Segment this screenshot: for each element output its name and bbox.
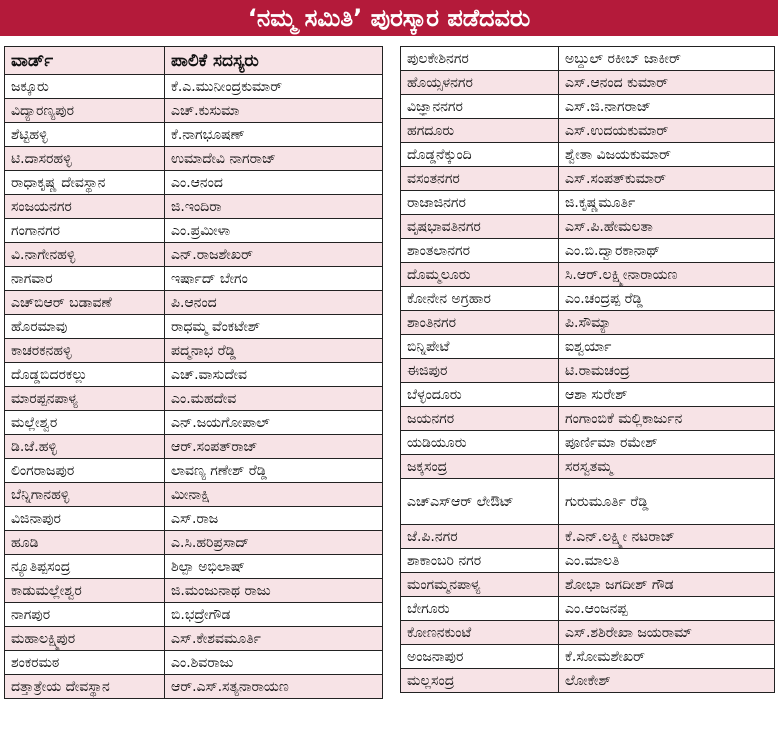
ward-name: ಬೇಗೂರು: [401, 597, 559, 621]
corporator-name: ಮೀನಾಕ್ಷಿ: [165, 483, 383, 507]
corporator-name: ಇರ್ಷಾದ್ ಬೇಗಂ: [165, 267, 383, 291]
table-row: [5, 171, 383, 195]
table-row: [401, 167, 775, 191]
table-row: [5, 219, 383, 243]
corporator-name: ಎಂ.ಮಹದೇವ: [165, 387, 383, 411]
corporator-name: ಸರಸ್ವತಮ್ಮ: [559, 455, 775, 479]
corporator-name: ಕೆ.ನಾಗಭೂಷಣ್: [165, 123, 383, 147]
ward-name: ಗಂಗಾನಗರ: [5, 219, 165, 243]
ward-name: ನಾಗಪುರ: [5, 603, 165, 627]
ward-name: ಮಂಗಮ್ಮನಪಾಳ್ಯ: [401, 573, 559, 597]
ward-name: ಲಿಂಗರಾಜಪುರ: [5, 459, 165, 483]
corporator-name: ಅಬ್ದುಲ್ ರಕೀಬ್ ಜಾಕೀರ್: [559, 47, 775, 71]
table-row: [401, 311, 775, 335]
table-row: [5, 387, 383, 411]
corporator-name: ಸಿ.ಆರ್.ಲಕ್ಷ್ಮೀನಾರಾಯಣ: [559, 263, 775, 287]
ward-name: ಶಾಂತಲಾನಗರ: [401, 239, 559, 263]
table-row: [5, 315, 383, 339]
ward-name: ಪುಲಕೇಶಿನಗರ: [401, 47, 559, 71]
table-row: [5, 363, 383, 387]
ward-name: ಹಗದೂರು: [401, 119, 559, 143]
corporator-name: ಪಿ.ಸೌಮ್ಯಾ: [559, 311, 775, 335]
ward-name: ಮಾರಪ್ಪನಪಾಳ್ಯ: [5, 387, 165, 411]
table-row: [401, 263, 775, 287]
table-row: [5, 291, 383, 315]
ward-name: ವಿದ್ಯಾರಣ್ಯಪುರ: [5, 99, 165, 123]
right-ward-table: [400, 46, 775, 693]
table-row: [5, 243, 383, 267]
table-row: [5, 507, 383, 531]
corporator-name: ಎಂ.ಪ್ರಮೀಳಾ: [165, 219, 383, 243]
table-row: [401, 359, 775, 383]
table-row: [5, 435, 383, 459]
table-row: [5, 627, 383, 651]
corporator-name: ಎ.ಸಿ.ಹರಿಪ್ರಸಾದ್: [165, 531, 383, 555]
ward-name: ಯಡಿಯೂರು: [401, 431, 559, 455]
corporator-name: ಎಸ್.ಶಶಿರೇಖಾ ಜಯರಾಮ್: [559, 621, 775, 645]
corporator-name: ಆರ್.ಸಂಪತ್‌ರಾಜ್: [165, 435, 383, 459]
corporator-name: ಎಸ್.ಆನಂದ ಕುಮಾರ್: [559, 71, 775, 95]
table-row: [5, 579, 383, 603]
ward-header: ವಾರ್ಡ್: [5, 47, 165, 75]
table-row: [401, 215, 775, 239]
corporator-name: ಗಂಗಾಂಬಿಕೆ ಮಲ್ಲಿಕಾರ್ಜುನ: [559, 407, 775, 431]
table-row: [401, 597, 775, 621]
corporator-name: ರಾಧಮ್ಮ ವೆಂಕಟೇಶ್: [165, 315, 383, 339]
table-row: [401, 455, 775, 479]
ward-name: ಬಿನ್ನಿಪೇಟೆ: [401, 335, 559, 359]
ward-name: ಹೊರಮಾವು: [5, 315, 165, 339]
ward-name: ಕಾಡುಮಲ್ಲೇಶ್ವರ: [5, 579, 165, 603]
ward-name: ನ್ಯೂತಿಪ್ಪಸಂದ್ರ: [5, 555, 165, 579]
ward-name: ಈಜಿಪುರ: [401, 359, 559, 383]
table-row: [5, 459, 383, 483]
corporator-name: ಪೂರ್ಣಿಮಾ ರಮೇಶ್: [559, 431, 775, 455]
ward-name: ವಸಂತನಗರ: [401, 167, 559, 191]
table-row: [5, 147, 383, 171]
table-row: [401, 621, 775, 645]
ward-name: ಕಾಚರಕನಹಳ್ಳಿ: [5, 339, 165, 363]
ward-name: ಶಾಂತಿನಗರ: [401, 311, 559, 335]
table-row: [401, 47, 775, 71]
ward-name: ಜಕ್ಕೂರು: [5, 75, 165, 99]
ward-name: ಹೊಯ್ಸಳನಗರ: [401, 71, 559, 95]
ward-name: ಜೆ.ಪಿ.ನಗರ: [401, 525, 559, 549]
corporator-name: ಕೆ.ಎ.ಮುನೀಂದ್ರಕುಮಾರ್: [165, 75, 383, 99]
ward-name: ಟಿ.ದಾಸರಹಳ್ಳಿ: [5, 147, 165, 171]
table-row: [5, 123, 383, 147]
ward-name: ಕೋನೇನ ಅಗ್ರಹಾರ: [401, 287, 559, 311]
ward-name: ಮಲ್ಲಸಂದ್ರ: [401, 669, 559, 693]
ward-name: ಡಿ.ಜೆ.ಹಳ್ಳಿ: [5, 435, 165, 459]
corporator-name: ಎಚ್.ಕುಸುಮಾ: [165, 99, 383, 123]
corporator-name: ಎಂ.ಚಂದ್ರಪ್ಪ ರೆಡ್ಡಿ: [559, 287, 775, 311]
table-row: [401, 71, 775, 95]
ward-name: ಕೋಣನಕುಂಟೆ: [401, 621, 559, 645]
ward-name: ಮಹಾಲಕ್ಷ್ಮಿಪುರ: [5, 627, 165, 651]
ward-name: ಮಲ್ಲೇಶ್ವರ: [5, 411, 165, 435]
ward-name: ರಾಧಾಕೃಷ್ಣ ದೇವಸ್ಥಾನ: [5, 171, 165, 195]
table-row: [401, 383, 775, 407]
table-row: [401, 549, 775, 573]
table-row: [5, 603, 383, 627]
ward-name: ವಿಜ್ಞಾನನಗರ: [401, 95, 559, 119]
corporator-name: ಟಿ.ರಾಮಚಂದ್ರ: [559, 359, 775, 383]
ward-name: ಎಚ್ಎಸ್ಆರ್ ಲೇಔಟ್: [401, 479, 559, 525]
corporator-name: ಎಸ್.ಸಂಪತ್‌ಕುಮಾರ್: [559, 167, 775, 191]
corporator-name: ಜಿ.ಕೃಷ್ಣಮೂರ್ತಿ: [559, 191, 775, 215]
corporator-name: ಆಶಾ ಸುರೇಶ್: [559, 383, 775, 407]
corporator-name: ಕೆ.ಎನ್.ಲಕ್ಷ್ಮೀ ನಟರಾಜ್: [559, 525, 775, 549]
ward-name: ವಿಜಿನಾಪುರ: [5, 507, 165, 531]
corporator-name: ಎಂ.ಆನಂದ: [165, 171, 383, 195]
corporator-name: ಲೋಕೇಶ್: [559, 669, 775, 693]
table-row: [5, 195, 383, 219]
ward-name: ದೊಮ್ಮಲೂರು: [401, 263, 559, 287]
ward-name: ಶೆಟ್ಟಿಹಳ್ಳಿ: [5, 123, 165, 147]
corporator-name: ಎಚ್.ವಾಸುದೇವ: [165, 363, 383, 387]
table-row: [401, 143, 775, 167]
table-row: [5, 411, 383, 435]
corporator-name: ಎಂ.ಮಾಲತಿ: [559, 549, 775, 573]
ward-name: ಎಚ್‌ಬಿಆರ್ ಬಡಾವಣೆ: [5, 291, 165, 315]
corporator-name: ಕೆ.ಸೋಮಶೇಖರ್: [559, 645, 775, 669]
corporator-name: ಉಮಾದೇವಿ ನಾಗರಾಜ್: [165, 147, 383, 171]
corporator-name: ಜಿ.ಮಂಜುನಾಥ ರಾಜು: [165, 579, 383, 603]
corporator-name: ಎಂ.ಶಿವರಾಜು: [165, 651, 383, 675]
corporator-name: ಲಾವಣ್ಯ ಗಣೇಶ್ ರೆಡ್ಡಿ: [165, 459, 383, 483]
corporator-name: ಪಿ.ಆನಂದ: [165, 291, 383, 315]
ward-name: ಬೆಳ್ಳಂದೂರು: [401, 383, 559, 407]
table-row: [401, 525, 775, 549]
corporator-name: ಎಸ್.ರಾಜ: [165, 507, 383, 531]
corporator-name: ಶಿಲ್ಪಾ ಅಭಿಲಾಷ್: [165, 555, 383, 579]
ward-name: ವೃಷಭಾವತಿನಗರ: [401, 215, 559, 239]
corporator-name: ಎಸ್.ಕೇಶವಮೂರ್ತಿ: [165, 627, 383, 651]
table-row: [401, 645, 775, 669]
ward-name: ಶಾಕಾಂಬರಿ ನಗರ: [401, 549, 559, 573]
table-row: [5, 651, 383, 675]
ward-name: ರಾಜಾಜಿನಗರ: [401, 191, 559, 215]
ward-name: ಬೆನ್ನಿಗಾನಹಳ್ಳಿ: [5, 483, 165, 507]
table-row: [401, 669, 775, 693]
ward-name: ಅಂಜನಾಪುರ: [401, 645, 559, 669]
corporator-name: ಶೋಭಾ ಜಗದೀಶ್ ಗೌಡ: [559, 573, 775, 597]
table-row: [401, 573, 775, 597]
ward-name: ದೊಡ್ಡನೆಕ್ಕುಂದಿ: [401, 143, 559, 167]
corporator-name: ಎಸ್.ಜಿ.ನಾಗರಾಜ್: [559, 95, 775, 119]
corporator-name: ಗುರುಮೂರ್ತಿ ರೆಡ್ಡಿ: [559, 479, 775, 525]
ward-name: ಹೂಡಿ: [5, 531, 165, 555]
table-row: [401, 479, 775, 525]
header-row: [5, 47, 383, 75]
table-row: [5, 531, 383, 555]
table-row: [5, 339, 383, 363]
ward-name: ದತ್ತಾತ್ರೇಯ ದೇವಸ್ಥಾನ: [5, 675, 165, 699]
table-row: [5, 483, 383, 507]
corporator-name: ಎಂ.ಬಿ.ದ್ವಾರಕಾನಾಥ್: [559, 239, 775, 263]
corporator-name: ಪದ್ಮನಾಭ ರೆಡ್ಡಿ: [165, 339, 383, 363]
ward-name: ನಾಗವಾರ: [5, 267, 165, 291]
ward-name: ವಿ.ನಾಗೇನಹಳ್ಳಿ: [5, 243, 165, 267]
table-row: [401, 407, 775, 431]
page-title: ‘ನಮ್ಮ ಸಮಿತಿ’ ಪುರಸ್ಕಾರ ಪಡೆದವರು: [0, 0, 778, 36]
corporator-header: ಪಾಲಿಕೆ ಸದಸ್ಯರು: [165, 47, 383, 75]
corporator-name: ಶ್ವೇತಾ ವಿಜಯಕುಮಾರ್: [559, 143, 775, 167]
table-row: [401, 239, 775, 263]
corporator-name: ಎಸ್.ಉದಯಕುಮಾರ್: [559, 119, 775, 143]
corporator-name: ಎನ್.ಜಯಗೋಪಾಲ್: [165, 411, 383, 435]
corporator-name: ಐಶ್ವರ್ಯಾ: [559, 335, 775, 359]
left-ward-table: [4, 46, 383, 699]
corporator-name: ಬಿ.ಭದ್ರೇಗೌಡ: [165, 603, 383, 627]
table-row: [401, 119, 775, 143]
table-row: [5, 555, 383, 579]
ward-name: ಶಂಕರಮಠ: [5, 651, 165, 675]
table-row: [5, 267, 383, 291]
table-row: [401, 191, 775, 215]
corporator-name: ಎಂ.ಆಂಜನಪ್ಪ: [559, 597, 775, 621]
table-row: [5, 99, 383, 123]
table-row: [401, 335, 775, 359]
table-row: [401, 287, 775, 311]
table-row: [401, 95, 775, 119]
corporator-name: ಆರ್.ಎಸ್.ಸತ್ಯನಾರಾಯಣ: [165, 675, 383, 699]
corporator-name: ಜಿ.ಇಂದಿರಾ: [165, 195, 383, 219]
table-row: [5, 675, 383, 699]
ward-name: ಜಕ್ಕಸಂದ್ರ: [401, 455, 559, 479]
ward-name: ದೊಡ್ಡಬಿದರಕಲ್ಲು: [5, 363, 165, 387]
table-row: [5, 75, 383, 99]
table-row: [401, 431, 775, 455]
corporator-name: ಎಸ್.ಪಿ.ಹೇಮಲತಾ: [559, 215, 775, 239]
ward-name: ಜಯನಗರ: [401, 407, 559, 431]
ward-name: ಸಂಜಯನಗರ: [5, 195, 165, 219]
corporator-name: ಎನ್.ರಾಜಶೇಖರ್: [165, 243, 383, 267]
